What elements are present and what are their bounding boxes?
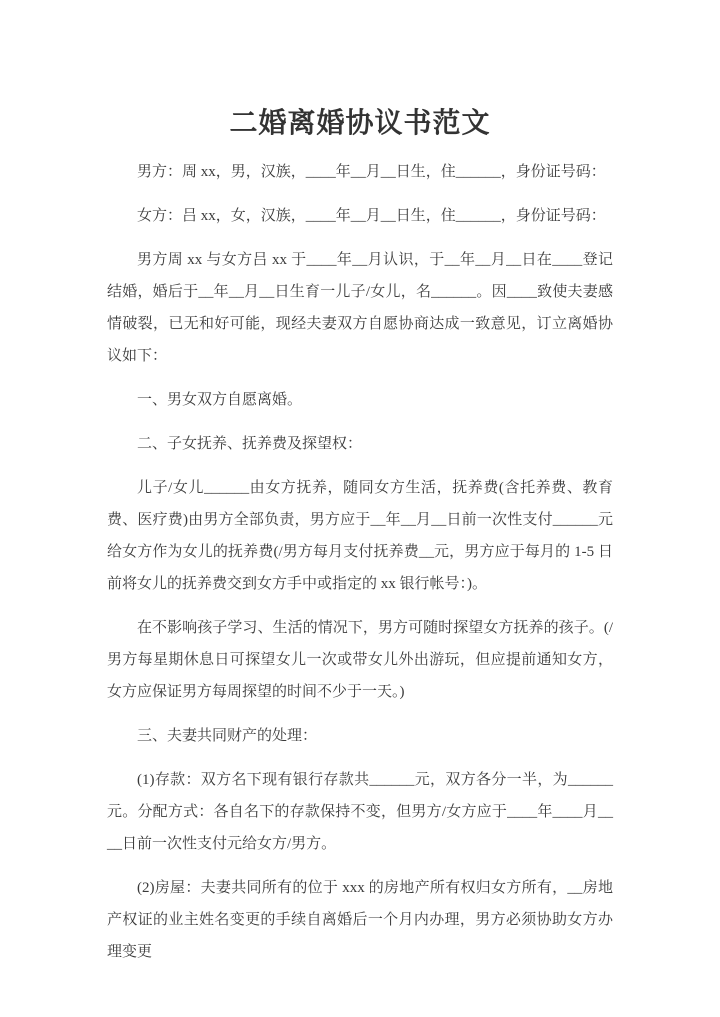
clause-3-house-terms: (2)房屋：夫妻共同所有的位于 xxx 的房地产所有权归女方所有，__房地产权证的业主姓名变更的手续自离婚后一个月内办理，男方必须协助女方办理变更 bbox=[107, 880, 613, 960]
document-title: 二婚离婚协议书范文 bbox=[229, 108, 491, 139]
clause-3-heading-property: 三、夫妻共同财产的处理： bbox=[137, 728, 318, 744]
paragraph-party-a-info: 男方：周 xx，男，汉族，____年__月__日生，住______，身份证号码： bbox=[137, 164, 606, 180]
clause-2-visitation-terms: 在不影响孩子学习、生活的情况下，男方可随时探望女方抚养的孩子。(/男方每星期休息日可探望女儿一次或带女儿外出游玩，但应提前通知女方，女方应保证男方每周探望的时间不少于一天。) bbox=[107, 620, 613, 700]
clause-2-heading-custody: 二、子女抚养、抚养费及探望权： bbox=[137, 436, 363, 452]
clause-3-deposits-terms: (1)存款：双方名下现有银行存款共______元，双方各分一半，为______元。分配方式：各自名下的存款保持不变，但男方/女方应于____年____月____日前一次性支付元给女方/男方。 bbox=[107, 772, 613, 852]
clause-2-custody-terms: 儿子/女儿______由女方抚养，随同女方生活，抚养费(含托养费、教育费、医疗费)由男方全部负责，男方应于__年__月__日前一次性支付______元给女方作为女儿的抚养费(/男方每月支付抚养费__元，男方应于每月的 1-5 日前将女儿的抚养费交到女方手中或指定的 xx 银行帐号：)。 bbox=[107, 480, 613, 592]
paragraph-preamble: 男方周 xx 与女方吕 xx 于____年__月认识，于__年__月__日在____登记结婚，婚后于__年__月__日生育一儿子/女儿，名______。因____致使夫妻感情破裂，已无和好可能，现经夫妻双方自愿协商达成一致意见，订立离婚协议如下： bbox=[107, 252, 613, 364]
clause-1-voluntary-divorce: 一、男女双方自愿离婚。 bbox=[137, 392, 303, 408]
paragraph-party-b-info: 女方：吕 xx，女，汉族，____年__月__日生，住______，身份证号码： bbox=[137, 208, 606, 224]
